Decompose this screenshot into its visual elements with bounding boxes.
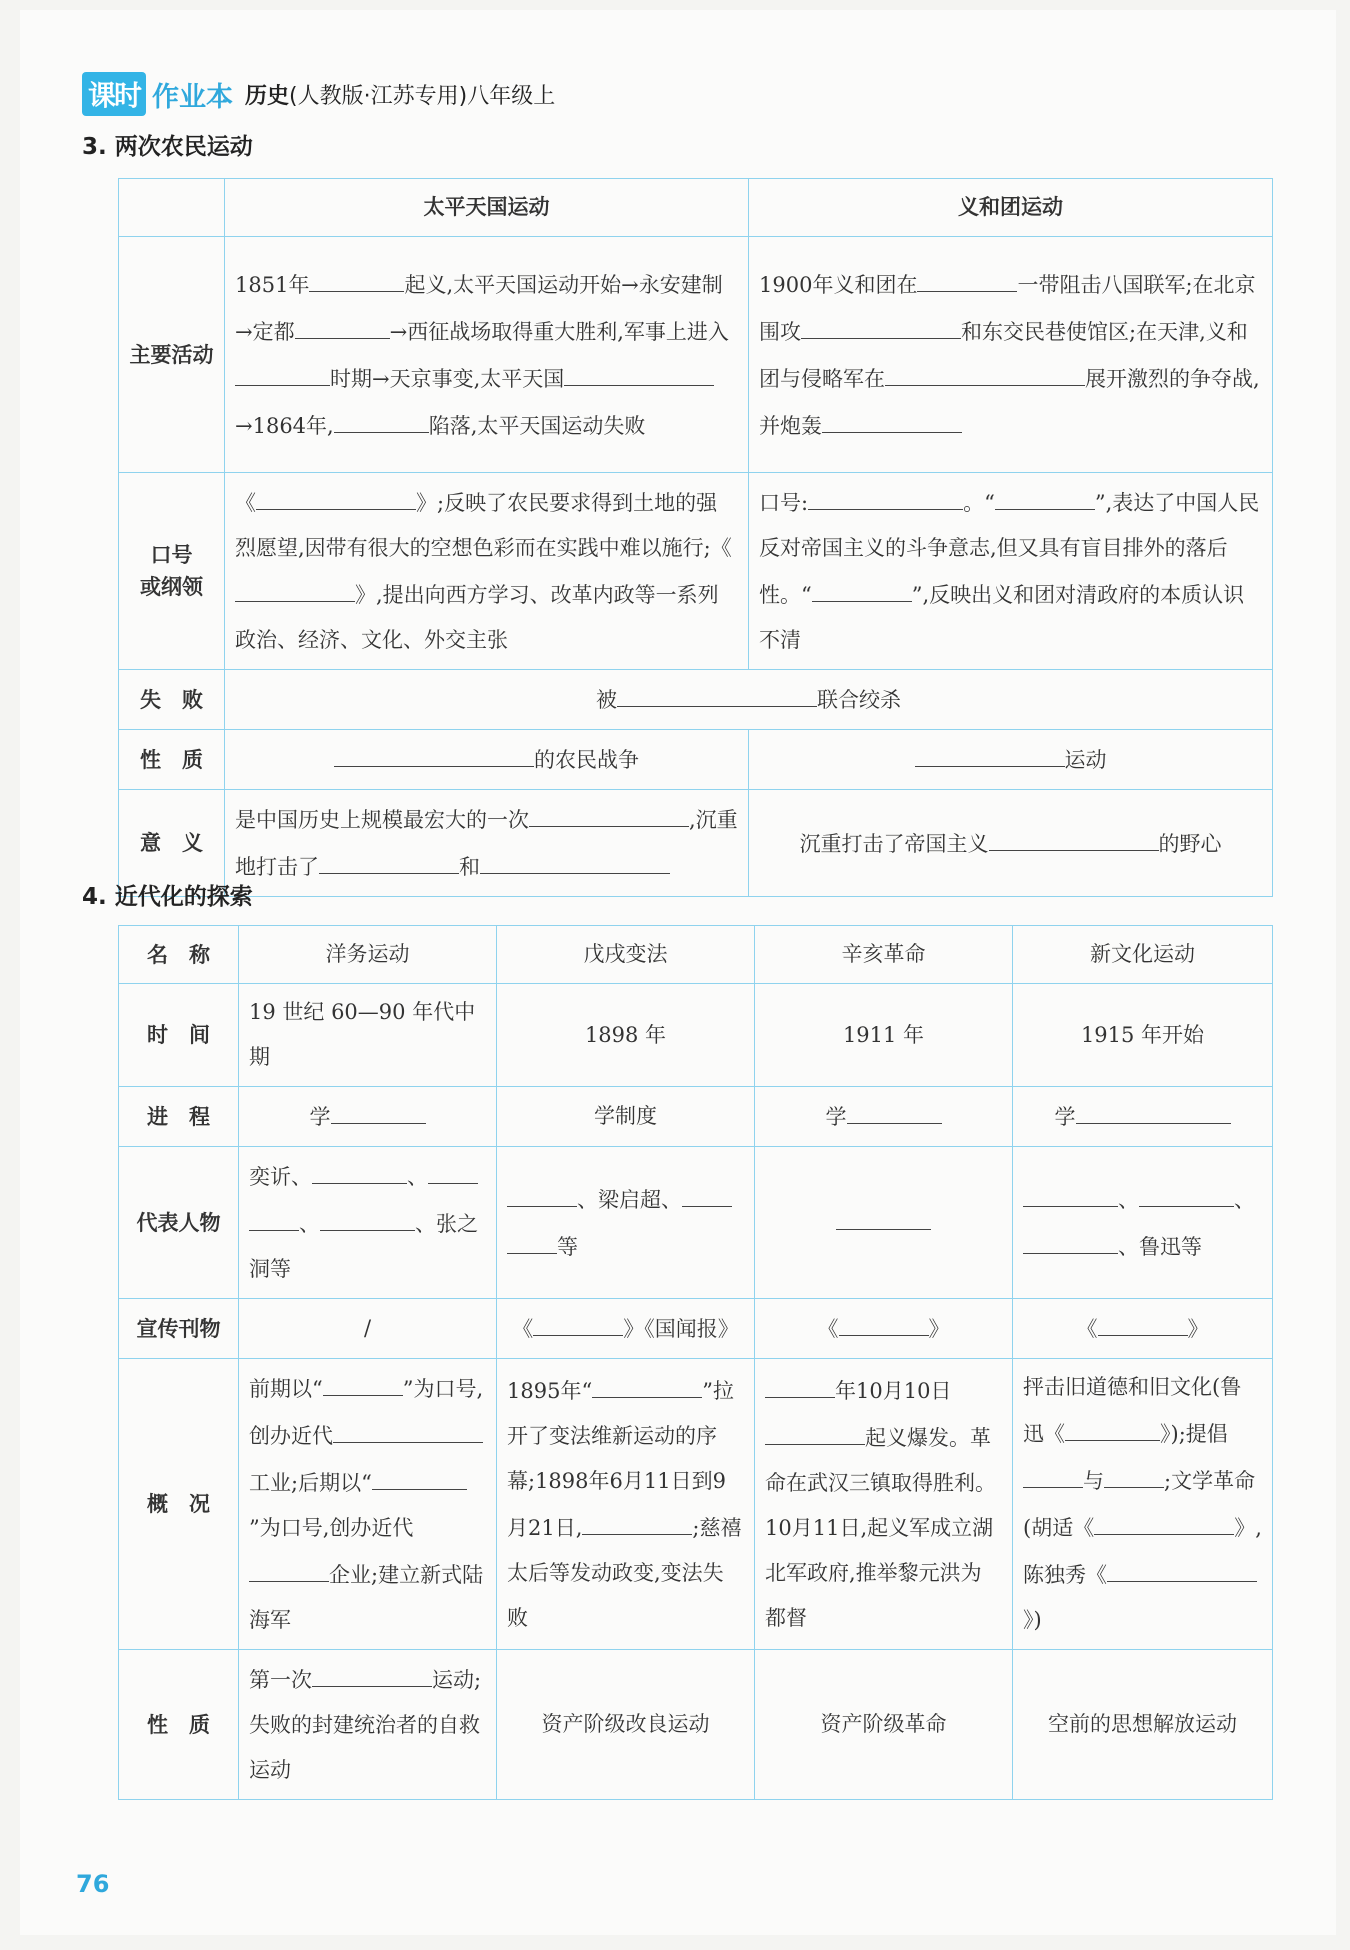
- row-head-activities: 主要活动: [119, 237, 225, 473]
- yihetuan-activities: 1900年义和团在 一带阻击八国联军;在北京围攻 和东交民巷使馆区;在天津,义和团与侵略军在 展开激烈的争夺战,并炮轰: [749, 237, 1273, 473]
- row-head-failure: 失 败: [119, 670, 225, 730]
- row-head-nature: 性 质: [119, 730, 225, 790]
- xinwenhua-overview: 抨击旧道德和旧文化(鲁迅《 》);提倡与 ;文学革命(胡适《 》,陈独秀《》): [1013, 1359, 1273, 1650]
- yihetuan-slogan: 口号: 。“ ”,表达了中国人民反对帝国主义的斗争意志,但又具有盲目排外的落后性。“ ”,反映出义和团对清政府的本质认识不清: [749, 473, 1273, 670]
- yangwu-progress: 学: [239, 1087, 497, 1147]
- wuxu-people: 、梁启超、等: [497, 1147, 755, 1299]
- xinhai-progress: 学: [755, 1087, 1013, 1147]
- yangwu-time: 19 世纪 60—90 年代中期: [239, 984, 497, 1087]
- xinhai-overview: 年10月10日起义爆发。革命在武汉三镇取得胜利。10月11日,起义军成立湖北军政府,推举黎元洪为都督: [755, 1359, 1013, 1650]
- yangwu-nature: 第一次 运动;失败的封建统治者的自救运动: [239, 1650, 497, 1800]
- wuxu-nature: 资产阶级改良运动: [497, 1650, 755, 1800]
- xinhai-people: [755, 1147, 1013, 1299]
- row-head-time: 时 间: [119, 984, 239, 1087]
- section-3-title: 3. 两次农民运动: [82, 134, 253, 160]
- row-head-progress: 进 程: [119, 1087, 239, 1147]
- failure-cell: 被 联合绞杀: [225, 670, 1273, 730]
- page-header: [82, 72, 555, 116]
- section-4-title: 4. 近代化的探索: [82, 884, 253, 910]
- xinwenhua-nature: 空前的思想解放运动: [1013, 1650, 1273, 1800]
- xinwenhua-time: 1915 年开始: [1013, 984, 1273, 1087]
- header-yangwu: 洋务运动: [239, 926, 497, 984]
- wuxu-overview: 1895年“ ”拉开了变法维新运动的序幕;1898年6月11日到9月21日, ;慈禧太后等发动政变,变法失败: [497, 1359, 755, 1650]
- xinhai-nature: 资产阶级革命: [755, 1650, 1013, 1800]
- xinwenhua-people: 、 、、鲁迅等: [1013, 1147, 1273, 1299]
- taiping-activities: 1851年 起义,太平天国运动开始→永安建制→定都 →西征战场取得重大胜利,军事上进入时期→天京事变,太平天国→1864年, 陷落,太平天国运动失败: [225, 237, 749, 473]
- col-yihetuan: 义和团运动: [749, 179, 1273, 237]
- header-subject: 历史(人教版·江苏专用)八年级上: [245, 83, 556, 109]
- wuxu-publication: 《 》《国闻报》: [497, 1299, 755, 1359]
- xinhai-time: 1911 年: [755, 984, 1013, 1087]
- xinhai-publication: 《 》: [755, 1299, 1013, 1359]
- yihetuan-nature: 运动: [749, 730, 1273, 790]
- col-taiping: 太平天国运动: [225, 179, 749, 237]
- page-number: 76: [76, 1870, 110, 1898]
- xinwenhua-progress: 学: [1013, 1087, 1273, 1147]
- taiping-nature: 的农民战争: [225, 730, 749, 790]
- yangwu-people: 奕䜣、 、、 、张之洞等: [239, 1147, 497, 1299]
- header-name: 名 称: [119, 926, 239, 984]
- logo: 课时: [82, 72, 146, 116]
- corner-cell: [119, 179, 225, 237]
- yangwu-overview: 前期以“ ”为口号,创办近代工业;后期以“”为口号,创办近代企业;建立新式陆海军: [239, 1359, 497, 1650]
- taiping-slogan: 《 》;反映了农民要求得到土地的强烈愿望,因带有很大的空想色彩而在实践中难以施行;《》,提出向西方学习、改革内政等一系列政治、经济、文化、外交主张: [225, 473, 749, 670]
- wuxu-time: 1898 年: [497, 984, 755, 1087]
- header-xinhai: 辛亥革命: [755, 926, 1013, 984]
- row-head-nature-4: 性 质: [119, 1650, 239, 1800]
- taiping-meaning: 是中国历史上规模最宏大的一次 ,沉重地打击了 和: [225, 790, 749, 897]
- modernization-table: [118, 925, 1273, 1800]
- row-head-publication: 宣传刊物: [119, 1299, 239, 1359]
- yihetuan-meaning: 沉重打击了帝国主义 的野心: [749, 790, 1273, 897]
- row-head-people: 代表人物: [119, 1147, 239, 1299]
- yangwu-publication: /: [239, 1299, 497, 1359]
- wuxu-progress: 学制度: [497, 1087, 755, 1147]
- brand-name: 作业本: [152, 81, 234, 113]
- row-head-overview: 概 况: [119, 1359, 239, 1650]
- row-head-meaning: 意 义: [119, 790, 225, 897]
- header-xinwenhua: 新文化运动: [1013, 926, 1273, 984]
- header-wuxu: 戊戌变法: [497, 926, 755, 984]
- xinwenhua-publication: 《 》: [1013, 1299, 1273, 1359]
- row-head-slogan: 口号 或纲领: [119, 473, 225, 670]
- peasant-movements-table: [118, 178, 1273, 897]
